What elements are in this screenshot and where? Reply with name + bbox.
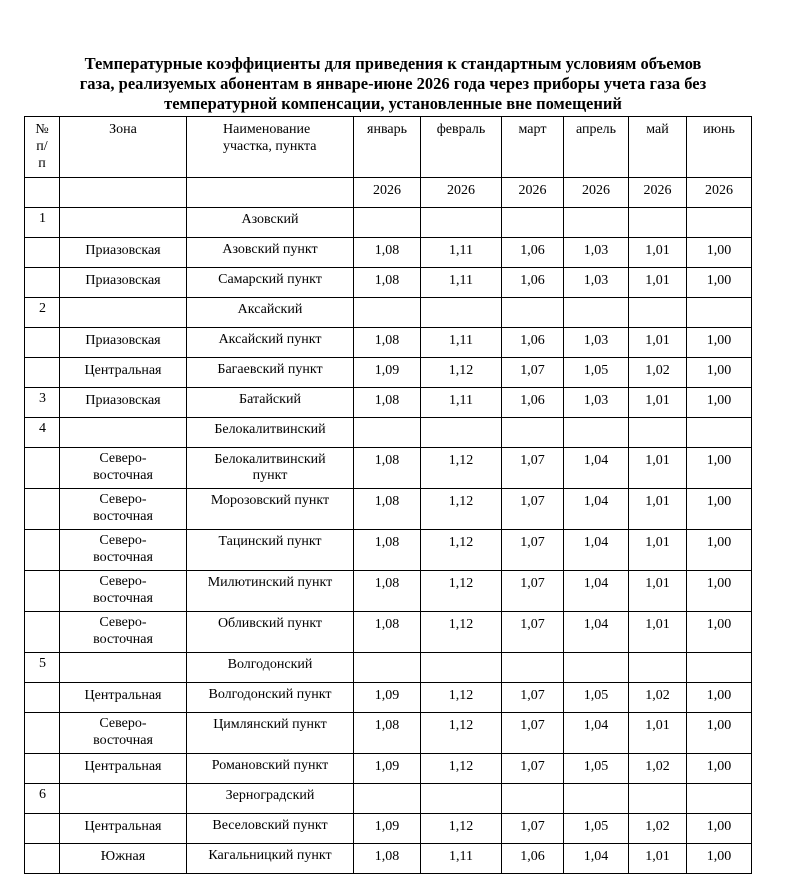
- table-row: [25, 844, 752, 874]
- zone-text: Северо-: [99, 716, 147, 731]
- name-cell: [187, 713, 354, 754]
- coefficient-cell: 1,08: [354, 448, 421, 489]
- table-row: [25, 328, 752, 358]
- name-cell: [187, 448, 354, 489]
- coefficient-cell: 1,06: [502, 844, 564, 874]
- zone-cell: [60, 298, 187, 328]
- coefficient-cell: 1,03: [564, 328, 629, 358]
- table-row: [25, 754, 752, 784]
- row-number: [25, 713, 60, 754]
- coefficient-cell: [629, 418, 687, 448]
- empty-cell: [25, 178, 60, 208]
- table-row: [25, 683, 752, 713]
- coefficient-cell: [421, 208, 502, 238]
- coefficient-cell: [687, 418, 752, 448]
- table-row: [25, 814, 752, 844]
- year-cell: 2026: [629, 178, 687, 208]
- row-number: 2: [25, 298, 60, 328]
- row-number: 3: [25, 388, 60, 418]
- coefficient-cell: 1,08: [354, 844, 421, 874]
- row-number: 1: [25, 208, 60, 238]
- coefficient-cell: 1,00: [687, 713, 752, 754]
- name-text: Самарский пункт: [218, 272, 322, 287]
- coefficient-cell: 1,00: [687, 448, 752, 489]
- name-text: Цимлянский пункт: [213, 717, 327, 732]
- coefficient-cell: 1,08: [354, 268, 421, 298]
- year-cell: 2026: [354, 178, 421, 208]
- zone-text: восточная: [93, 632, 153, 647]
- row-number: [25, 328, 60, 358]
- coefficient-cell: [354, 653, 421, 683]
- coefficient-cell: 1,11: [421, 328, 502, 358]
- coefficient-cell: [502, 653, 564, 683]
- year-cell: 2026: [502, 178, 564, 208]
- coefficient-cell: 1,03: [564, 268, 629, 298]
- name-cell: [187, 489, 354, 530]
- table-row: [25, 489, 752, 530]
- coefficient-cell: 1,07: [502, 530, 564, 571]
- coefficient-cell: [629, 784, 687, 814]
- coefficient-cell: 1,05: [564, 358, 629, 388]
- zone-cell: [60, 653, 187, 683]
- name-cell: [187, 784, 354, 814]
- coefficient-cell: 1,07: [502, 683, 564, 713]
- header-month: июнь: [687, 117, 752, 178]
- zone-cell: [60, 571, 187, 612]
- coefficient-cell: [354, 208, 421, 238]
- coefficient-cell: 1,08: [354, 328, 421, 358]
- coefficient-cell: 1,08: [354, 713, 421, 754]
- coefficient-cell: 1,11: [421, 844, 502, 874]
- name-text: Багаевский пункт: [217, 362, 323, 377]
- coefficient-cell: 1,02: [629, 683, 687, 713]
- zone-text: Приазовская: [85, 243, 161, 258]
- zone-text: восточная: [93, 468, 153, 483]
- name-text: Волгодонский: [227, 657, 313, 672]
- name-cell: [187, 328, 354, 358]
- table-row: [25, 571, 752, 612]
- coefficient-cell: [421, 298, 502, 328]
- coefficient-cell: 1,08: [354, 530, 421, 571]
- row-number: [25, 814, 60, 844]
- table-row: [25, 358, 752, 388]
- header-month: февраль: [421, 117, 502, 178]
- name-text: Аксайский пункт: [218, 332, 322, 347]
- coefficient-cell: [354, 784, 421, 814]
- coefficient-cell: [687, 298, 752, 328]
- header-num: № п/ п: [25, 117, 60, 178]
- row-number: [25, 754, 60, 784]
- coefficient-cell: 1,06: [502, 268, 564, 298]
- coefficient-cell: 1,11: [421, 388, 502, 418]
- name-text: Азовский пункт: [222, 242, 318, 257]
- row-number: [25, 844, 60, 874]
- coefficient-cell: 1,04: [564, 612, 629, 653]
- row-number: 4: [25, 418, 60, 448]
- header-month: январь: [354, 117, 421, 178]
- coefficient-cell: 1,01: [629, 448, 687, 489]
- coefficient-cell: 1,04: [564, 489, 629, 530]
- header-row: [25, 117, 752, 178]
- zone-cell: [60, 448, 187, 489]
- header-zone: Зона: [60, 117, 187, 178]
- coefficient-cell: 1,09: [354, 814, 421, 844]
- coefficient-cell: 1,12: [421, 571, 502, 612]
- name-cell: [187, 754, 354, 784]
- coefficient-cell: 1,00: [687, 612, 752, 653]
- coefficient-cell: 1,07: [502, 754, 564, 784]
- coefficient-cell: 1,08: [354, 388, 421, 418]
- title-line: газа, реализуемых абонентам в январе-июне 2026 года через приборы учета газа без: [79, 74, 707, 93]
- row-number: [25, 489, 60, 530]
- zone-text: Северо-: [99, 533, 147, 548]
- name-cell: [187, 612, 354, 653]
- coefficient-cell: [629, 298, 687, 328]
- coefficient-cell: [421, 784, 502, 814]
- coefficient-cell: 1,00: [687, 814, 752, 844]
- zone-text: Северо-: [99, 574, 147, 589]
- group-row: [25, 208, 752, 238]
- coefficient-cell: 1,00: [687, 489, 752, 530]
- coefficient-cell: 1,11: [421, 238, 502, 268]
- header-month: март: [502, 117, 564, 178]
- coefficient-cell: 1,01: [629, 612, 687, 653]
- coefficient-cell: [687, 208, 752, 238]
- zone-cell: [60, 418, 187, 448]
- coefficient-cell: [564, 298, 629, 328]
- name-cell: [187, 418, 354, 448]
- group-row: [25, 298, 752, 328]
- name-text: Морозовский пункт: [210, 493, 330, 508]
- coefficient-cell: 1,01: [629, 388, 687, 418]
- group-row: [25, 653, 752, 683]
- coefficient-cell: 1,04: [564, 713, 629, 754]
- title-line: Температурные коэффициенты для приведения к стандартным условиям объемов: [84, 54, 702, 73]
- coefficient-cell: 1,04: [564, 530, 629, 571]
- table-row: [25, 238, 752, 268]
- coefficient-cell: 1,12: [421, 489, 502, 530]
- coefficient-cell: 1,07: [502, 814, 564, 844]
- zone-text: восточная: [93, 733, 153, 748]
- coefficient-cell: [354, 298, 421, 328]
- name-cell: [187, 238, 354, 268]
- coefficient-cell: 1,01: [629, 268, 687, 298]
- zone-cell: [60, 238, 187, 268]
- coefficient-cell: 1,06: [502, 238, 564, 268]
- year-cell: 2026: [687, 178, 752, 208]
- coefficients-table: [24, 116, 752, 874]
- zone-text: Центральная: [84, 759, 162, 774]
- name-text: Веселовский пункт: [212, 818, 328, 833]
- header-month: май: [629, 117, 687, 178]
- year-row: [25, 178, 752, 208]
- coefficient-cell: 1,00: [687, 388, 752, 418]
- coefficient-cell: 1,08: [354, 238, 421, 268]
- coefficient-cell: 1,01: [629, 489, 687, 530]
- coefficient-cell: 1,12: [421, 754, 502, 784]
- coefficient-cell: 1,04: [564, 844, 629, 874]
- coefficient-cell: [629, 653, 687, 683]
- coefficient-cell: [629, 208, 687, 238]
- zone-cell: [60, 489, 187, 530]
- document-title: [24, 54, 762, 114]
- row-number: [25, 683, 60, 713]
- coefficient-cell: 1,01: [629, 328, 687, 358]
- zone-cell: [60, 754, 187, 784]
- coefficient-cell: 1,02: [629, 754, 687, 784]
- coefficient-cell: [564, 208, 629, 238]
- name-text: Аксайский: [237, 302, 303, 317]
- zone-cell: [60, 612, 187, 653]
- zone-cell: [60, 713, 187, 754]
- coefficient-cell: 1,00: [687, 358, 752, 388]
- name-cell: [187, 268, 354, 298]
- name-text: пункт: [252, 468, 288, 483]
- zone-text: Приазовская: [85, 333, 161, 348]
- zone-cell: [60, 358, 187, 388]
- name-text: Тацинский пункт: [218, 534, 322, 549]
- coefficient-cell: 1,12: [421, 713, 502, 754]
- row-number: [25, 268, 60, 298]
- coefficient-cell: 1,06: [502, 328, 564, 358]
- name-text: Обливский пункт: [217, 616, 323, 631]
- header-month: апрель: [564, 117, 629, 178]
- coefficient-cell: 1,00: [687, 571, 752, 612]
- coefficient-cell: [564, 653, 629, 683]
- zone-cell: [60, 208, 187, 238]
- header-name: Наименование участка, пункта: [187, 117, 354, 178]
- coefficient-cell: 1,07: [502, 713, 564, 754]
- name-cell: [187, 388, 354, 418]
- row-number: [25, 571, 60, 612]
- coefficient-cell: 1,03: [564, 388, 629, 418]
- coefficient-cell: [421, 653, 502, 683]
- group-row: [25, 784, 752, 814]
- coefficient-cell: [502, 784, 564, 814]
- coefficient-cell: 1,08: [354, 489, 421, 530]
- coefficient-cell: [502, 298, 564, 328]
- zone-cell: [60, 328, 187, 358]
- coefficient-cell: [502, 208, 564, 238]
- coefficient-cell: 1,12: [421, 530, 502, 571]
- zone-text: Приазовская: [85, 393, 161, 408]
- coefficient-cell: 1,01: [629, 571, 687, 612]
- zone-cell: [60, 814, 187, 844]
- coefficient-cell: 1,12: [421, 814, 502, 844]
- table-row: [25, 448, 752, 489]
- empty-cell: [60, 178, 187, 208]
- zone-text: восточная: [93, 509, 153, 524]
- name-text: Зерноградский: [225, 788, 315, 803]
- coefficient-cell: 1,09: [354, 683, 421, 713]
- coefficient-cell: 1,12: [421, 683, 502, 713]
- name-text: Романовский пункт: [211, 758, 329, 773]
- name-cell: [187, 571, 354, 612]
- year-cell: 2026: [564, 178, 629, 208]
- coefficient-cell: 1,02: [629, 814, 687, 844]
- coefficient-cell: 1,07: [502, 489, 564, 530]
- coefficient-cell: [687, 653, 752, 683]
- coefficient-cell: [421, 418, 502, 448]
- coefficient-cell: 1,00: [687, 683, 752, 713]
- zone-text: восточная: [93, 591, 153, 606]
- coefficient-cell: 1,01: [629, 713, 687, 754]
- coefficient-cell: 1,07: [502, 448, 564, 489]
- zone-text: Центральная: [84, 688, 162, 703]
- zone-text: Приазовская: [85, 273, 161, 288]
- coefficient-cell: [564, 418, 629, 448]
- name-cell: [187, 844, 354, 874]
- coefficient-cell: 1,08: [354, 571, 421, 612]
- name-text: Волгодонский пункт: [208, 687, 332, 702]
- coefficient-cell: [502, 418, 564, 448]
- coefficient-cell: 1,11: [421, 268, 502, 298]
- coefficient-cell: 1,05: [564, 683, 629, 713]
- name-cell: [187, 298, 354, 328]
- coefficient-cell: [354, 418, 421, 448]
- name-cell: [187, 814, 354, 844]
- coefficient-cell: [687, 784, 752, 814]
- zone-text: Южная: [100, 849, 146, 864]
- coefficient-cell: 1,00: [687, 328, 752, 358]
- coefficient-cell: 1,00: [687, 238, 752, 268]
- coefficient-cell: 1,07: [502, 358, 564, 388]
- coefficient-cell: 1,01: [629, 238, 687, 268]
- row-number: [25, 612, 60, 653]
- row-number: 5: [25, 653, 60, 683]
- coefficient-cell: 1,01: [629, 844, 687, 874]
- table-row: [25, 713, 752, 754]
- coefficient-cell: 1,01: [629, 530, 687, 571]
- coefficient-cell: 1,12: [421, 448, 502, 489]
- name-cell: [187, 653, 354, 683]
- coefficient-cell: 1,07: [502, 612, 564, 653]
- coefficient-cell: 1,05: [564, 754, 629, 784]
- name-text: Белокалитвинский: [214, 422, 326, 437]
- coefficient-cell: 1,00: [687, 268, 752, 298]
- name-cell: [187, 358, 354, 388]
- coefficient-cell: 1,09: [354, 754, 421, 784]
- empty-cell: [187, 178, 354, 208]
- coefficient-cell: 1,09: [354, 358, 421, 388]
- coefficient-cell: 1,06: [502, 388, 564, 418]
- row-number: [25, 448, 60, 489]
- zone-cell: [60, 844, 187, 874]
- table-row: [25, 612, 752, 653]
- coefficient-cell: 1,00: [687, 754, 752, 784]
- coefficient-cell: 1,12: [421, 612, 502, 653]
- zone-cell: [60, 530, 187, 571]
- name-text: Белокалитвинский: [214, 452, 326, 467]
- name-text: Батайский: [239, 392, 301, 407]
- zone-text: Центральная: [84, 363, 162, 378]
- name-cell: [187, 530, 354, 571]
- zone-cell: [60, 268, 187, 298]
- coefficient-cell: 1,08: [354, 612, 421, 653]
- zone-cell: [60, 784, 187, 814]
- zone-text: Северо-: [99, 451, 147, 466]
- name-text: Кагальницкий пункт: [208, 848, 332, 863]
- zone-text: Центральная: [84, 819, 162, 834]
- row-number: [25, 358, 60, 388]
- coefficient-cell: 1,03: [564, 238, 629, 268]
- table-row: [25, 530, 752, 571]
- row-number: [25, 530, 60, 571]
- group-row: [25, 418, 752, 448]
- table-row: [25, 268, 752, 298]
- coefficient-cell: 1,02: [629, 358, 687, 388]
- zone-text: Северо-: [99, 492, 147, 507]
- zone-cell: [60, 388, 187, 418]
- row-number: 6: [25, 784, 60, 814]
- coefficient-cell: [564, 784, 629, 814]
- coefficient-cell: 1,00: [687, 844, 752, 874]
- coefficient-cell: 1,04: [564, 448, 629, 489]
- name-cell: [187, 683, 354, 713]
- coefficient-cell: 1,07: [502, 571, 564, 612]
- coefficient-cell: 1,05: [564, 814, 629, 844]
- row-number: [25, 238, 60, 268]
- name-cell: [187, 208, 354, 238]
- coefficient-cell: 1,04: [564, 571, 629, 612]
- name-text: Азовский: [241, 212, 299, 227]
- coefficient-cell: 1,12: [421, 358, 502, 388]
- zone-text: восточная: [93, 550, 153, 565]
- zone-text: Северо-: [99, 615, 147, 630]
- coefficient-cell: 1,00: [687, 530, 752, 571]
- name-text: Милютинский пункт: [207, 575, 333, 590]
- table-row: [25, 388, 752, 418]
- year-cell: 2026: [421, 178, 502, 208]
- zone-cell: [60, 683, 187, 713]
- title-line: температурной компенсации, установленные вне помещений: [164, 94, 622, 113]
